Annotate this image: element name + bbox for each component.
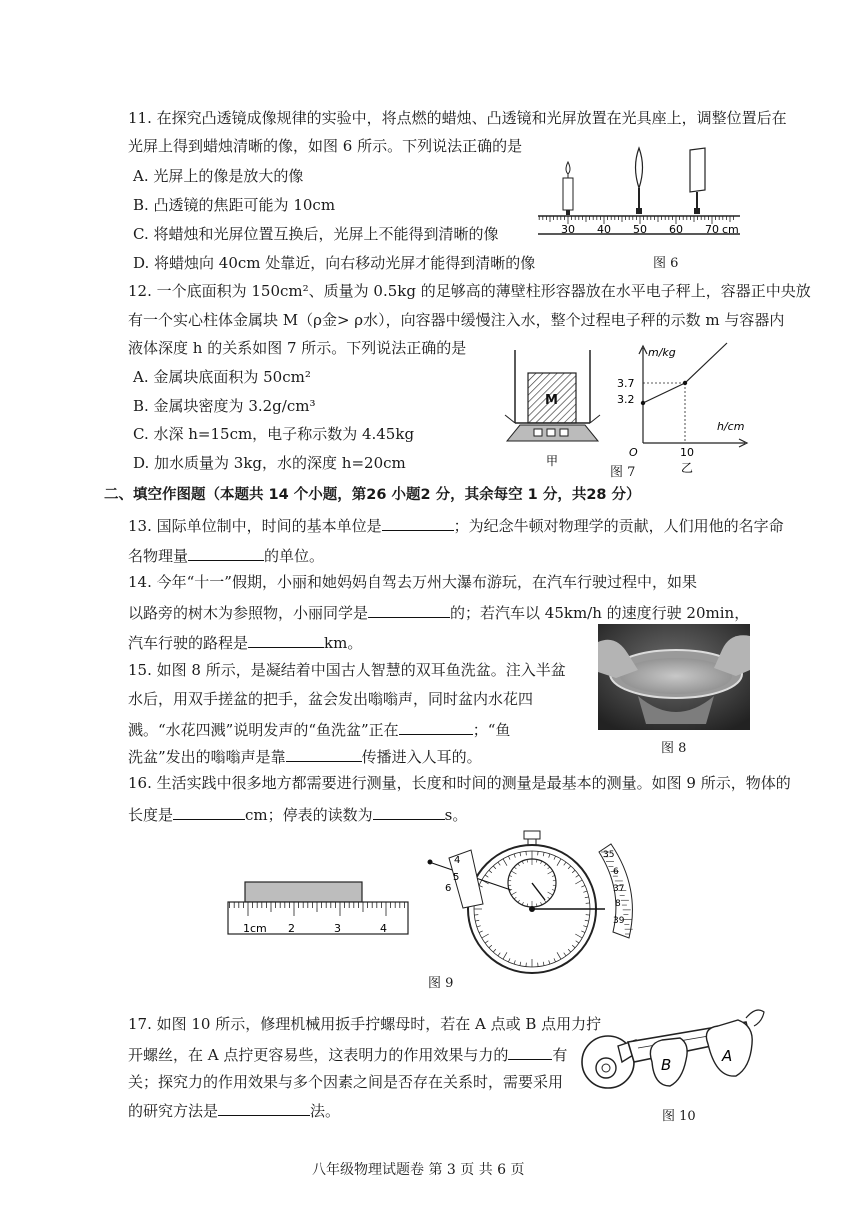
unit-label: cm <box>722 223 739 236</box>
ruler-label-3: 3 <box>334 922 341 935</box>
y-axis-label: m/kg <box>648 346 676 359</box>
graph-point-break <box>683 381 687 385</box>
y-tick-3-2: 3.2 <box>617 393 635 406</box>
measured-object <box>245 882 362 902</box>
q11-option-b: B. 凸透镜的焦距可能为 10cm <box>133 196 336 214</box>
tick-label-50: 50 <box>633 223 647 236</box>
q12-option-d: D. 加水质量为 3kg，水的深度 h=20cm <box>133 454 406 472</box>
q16-text-2c: s。 <box>444 806 468 824</box>
x-tick-10: 10 <box>680 446 694 459</box>
origin-label: O <box>629 446 638 459</box>
figure-7-jia-label: 甲 <box>546 454 559 468</box>
q17-text-4b: 法。 <box>310 1102 341 1120</box>
q13-line-1 <box>128 513 784 537</box>
graph-point-start <box>641 401 645 405</box>
graph-line-segment <box>685 343 727 383</box>
q12-option-a: A. 金属块底面积为 50cm² <box>133 368 311 386</box>
ruler-label-4: 4 <box>380 922 387 935</box>
q17-text-2a: 开螺丝，在 A 点拧更容易些，这表明力的作用效果与力的 <box>128 1046 509 1064</box>
q17-blank-2[interactable] <box>218 1098 310 1116</box>
q15-line-2: 水后，用双手搓盆的把手，盆会发出嗡嗡声，同时盆内水花四 <box>128 690 534 708</box>
figure-7-caption: 图 7 <box>610 465 636 480</box>
q12-option-c: C. 水深 h=15cm，电子称示数为 4.45kg <box>133 425 415 443</box>
figure-8-fish-basin-photo <box>598 624 750 730</box>
figure-8-caption: 图 8 <box>661 741 687 756</box>
q15-line-4 <box>128 744 482 768</box>
q17-text-4a: 的研究方法是 <box>128 1102 219 1120</box>
ruler-label-1cm: 1cm <box>243 922 267 935</box>
q14-text-2b: 的；若汽车以 45km/h 的速度行驶 20min， <box>450 604 750 622</box>
figure-7-yi-label: 乙 <box>681 461 694 475</box>
figure-10-wrench <box>578 1004 768 1104</box>
tick-label-70: 70 <box>705 223 719 236</box>
outer-scale-37: 37 <box>613 884 625 894</box>
q13-text-2b: 的单位。 <box>264 547 325 565</box>
q14-blank-2[interactable] <box>248 630 324 648</box>
q15-text-4b: 传播进入人耳的。 <box>361 748 482 766</box>
light-screen <box>690 148 705 214</box>
inner-scale-5: 5 <box>453 872 460 883</box>
q11-option-c: C. 将蜡烛和光屏位置互换后，光屏上不能得到清晰的像 <box>133 225 499 243</box>
outer-scale-39: 39 <box>613 916 625 926</box>
inner-scale-4: 4 <box>454 855 461 866</box>
q15-blank-1[interactable] <box>399 717 473 735</box>
ruler-label-2: 2 <box>288 922 295 935</box>
section-2-title: 二、填空作图题（本题共 14 个小题，第26 小题2 分，其余每空 1 分，共28 分） <box>104 487 641 503</box>
q12-option-b: B. 金属块密度为 3.2g/cm³ <box>133 397 316 415</box>
tick-label-60: 60 <box>669 223 683 236</box>
q13-blank-1[interactable] <box>382 513 454 531</box>
q17-line-1: 17. 如图 10 所示，修理机械用扳手拧螺母时，若在 A 点或 B 点用力拧 <box>128 1015 602 1033</box>
point-b-label: B <box>661 1056 672 1074</box>
figure-9-caption: 图 9 <box>428 976 454 991</box>
q12-stem-line-3: 液体深度 h 的关系如图 7 所示。下列说法正确的是 <box>128 339 467 357</box>
q11-stem-line-1: 11. 在探究凸透镜成像规律的实验中，将点燃的蜡烛、凸透镜和光屏放置在光具座上，调整位置后在 <box>128 109 787 127</box>
q15-line-1: 15. 如图 8 所示，是凝结着中国古人智慧的双耳鱼洗盆。注入半盆 <box>128 661 566 679</box>
q16-blank-1[interactable] <box>173 802 245 820</box>
tick-label-40: 40 <box>597 223 611 236</box>
q14-line-2 <box>128 600 749 624</box>
q14-blank-1[interactable] <box>368 600 450 618</box>
q14-line-3 <box>128 630 362 654</box>
q17-line-2 <box>128 1042 567 1066</box>
q16-line-1: 16. 生活实践中很多地方都需要进行测量，长度和时间的测量是最基本的测量。如图 9 所示，物体的 <box>128 774 791 792</box>
x-axis-label: h/cm <box>717 420 745 433</box>
outer-scale-6: 6 <box>613 867 619 877</box>
q15-text-3b: ；“鱼 <box>472 721 511 739</box>
q17-line-3: 关；探究力的作用效果与多个因素之间是否存在关系时，需要采用 <box>128 1073 564 1091</box>
q15-text-3a: 溅。“水花四溅”说明发声的“鱼洗盆”正在 <box>128 721 399 739</box>
candle <box>563 162 573 215</box>
figure-7-container-on-scale <box>500 345 605 475</box>
figure-9-stopwatch <box>425 828 653 978</box>
q15-line-3 <box>128 717 510 741</box>
page-footer: 八年级物理试题卷 第 3 页 共 6 页 <box>312 1162 525 1178</box>
point-a-label: A <box>722 1047 733 1065</box>
q15-text-4a: 洗盆”发出的嗡嗡声是靠 <box>128 748 286 766</box>
q13-text-2a: 名物理量 <box>128 547 189 565</box>
q14-text-3a: 汽车行驶的路程是 <box>128 634 249 652</box>
q16-text-2b: cm；停表的读数为 <box>245 806 373 824</box>
q13-text-1a: 13. 国际单位制中，时间的基本单位是 <box>128 517 382 535</box>
q16-text-2a: 长度是 <box>128 806 174 824</box>
q12-stem-line-1: 12. 一个底面积为 150cm²、质量为 0.5kg 的足够高的薄壁柱形容器放在水平电子秤上，容器正中央放 <box>128 282 811 300</box>
q14-text-2a: 以路旁的树木为参照物，小丽同学是 <box>128 604 369 622</box>
q13-text-1b: ；为纪念牛顿对物理学的贡献，人们用他的名字命 <box>453 517 784 535</box>
convex-lens <box>636 148 643 214</box>
graph-line-segment <box>643 383 685 403</box>
tick-label-30: 30 <box>561 223 575 236</box>
q11-option-d: D. 将蜡烛向 40cm 处靠近，向右移动光屏才能得到清晰的像 <box>133 254 536 272</box>
q12-stem-line-2: 有一个实心柱体金属块 M（ρ金> ρ水），向容器中缓慢注入水，整个过程电子秤的示数 m 与容器内 <box>128 311 785 329</box>
q13-blank-2[interactable] <box>188 543 264 561</box>
figure-10-caption: 图 10 <box>662 1109 696 1124</box>
q11-option-a: A. 光屏上的像是放大的像 <box>133 167 304 185</box>
q15-blank-2[interactable] <box>286 744 362 762</box>
figure-9-ruler <box>222 878 412 938</box>
figure-6-optical-bench <box>530 140 750 275</box>
q16-line-2 <box>128 802 467 826</box>
q13-line-2 <box>128 543 324 567</box>
block-label: M <box>545 393 558 408</box>
q17-blank-1[interactable] <box>508 1042 552 1060</box>
y-tick-3-7: 3.7 <box>617 377 635 390</box>
figure-7-graph <box>615 338 755 478</box>
basin-water <box>620 658 732 694</box>
q16-blank-2[interactable] <box>373 802 445 820</box>
q14-line-1: 14. 今年“十一”假期，小丽和她妈妈自驾去万州大瀑布游玩，在汽车行驶过程中，如果 <box>128 573 697 591</box>
inner-scale-6: 6 <box>445 883 452 894</box>
figure-6-caption: 图 6 <box>653 256 679 271</box>
q17-text-2b: 有 <box>552 1046 568 1064</box>
q11-stem-line-2: 光屏上得到蜡烛清晰的像，如图 6 所示。下列说法正确的是 <box>128 137 523 155</box>
q17-line-4 <box>128 1098 340 1122</box>
outer-scale-35: 35 <box>603 850 615 860</box>
q14-text-3b: km。 <box>324 634 363 652</box>
outer-scale-8: 8 <box>615 899 621 909</box>
